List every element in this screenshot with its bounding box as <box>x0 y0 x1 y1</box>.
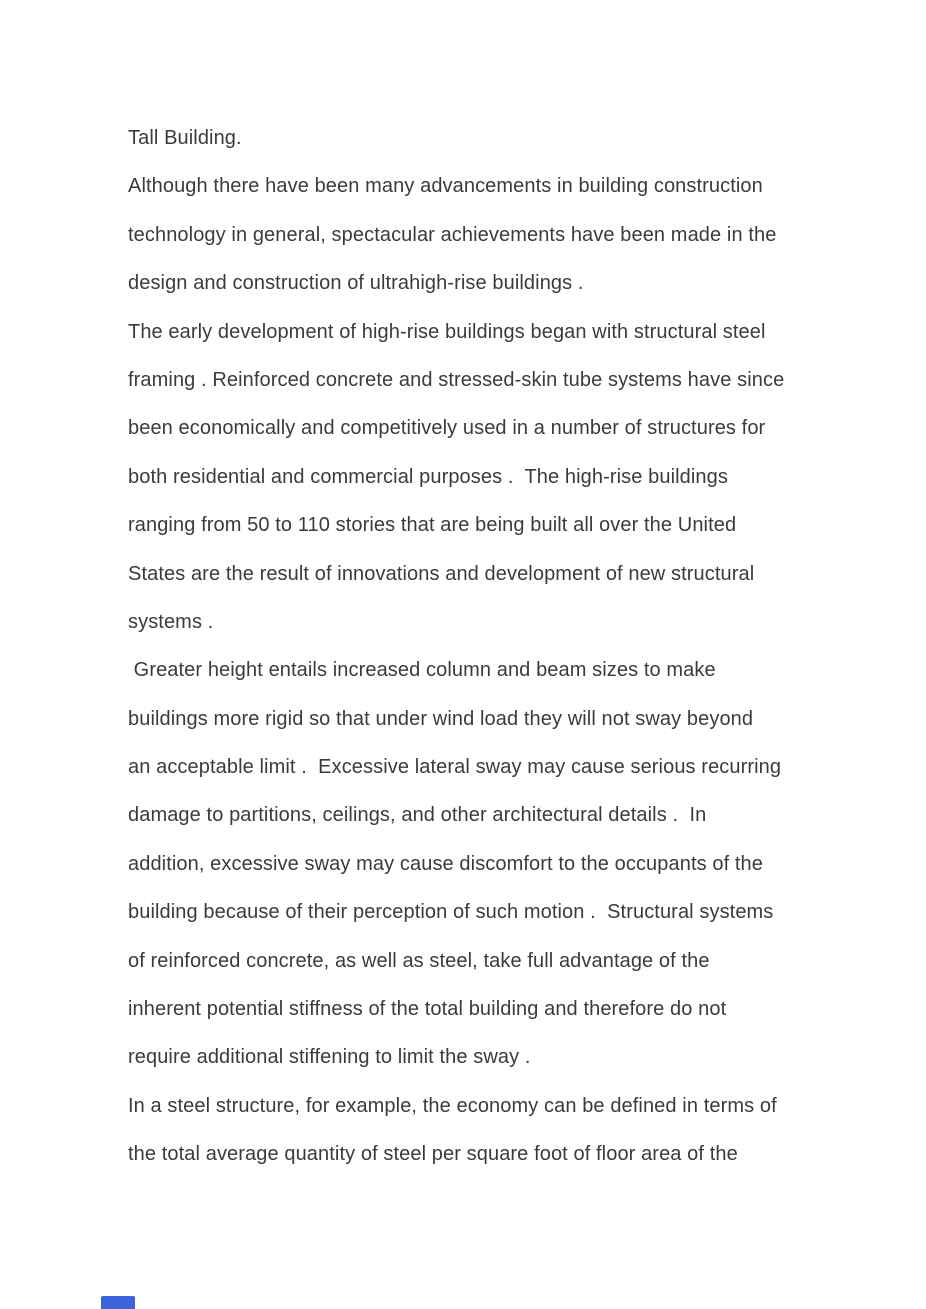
document-body <box>128 114 828 1179</box>
text-line: both residential and commercial purposes . The high-rise buildings <box>128 465 728 488</box>
text-line: systems . <box>128 610 214 633</box>
text-line: ranging from 50 to 110 stories that are being built all over the United <box>128 514 737 537</box>
partial-blue-element <box>101 1296 135 1309</box>
text-line: been economically and competitively used in a number of structures for <box>128 417 766 440</box>
text-line: framing . Reinforced concrete and stressed-skin tube systems have since <box>128 368 785 391</box>
text-line: In a steel structure, for example, the economy can be defined in terms of <box>128 1094 777 1117</box>
text-line: require additional stiffening to limit the sway . <box>128 1046 531 1069</box>
text-line: The early development of high-rise buildings began with structural steel <box>128 320 766 343</box>
text-line: building because of their perception of such motion . Structural systems <box>128 901 774 924</box>
text-line: States are the result of innovations and development of new structural <box>128 562 755 585</box>
text-line: design and construction of ultrahigh-rise buildings . <box>128 272 584 295</box>
text-line: Although there have been many advancements in building construction <box>128 175 763 198</box>
paragraph-early-development <box>128 308 828 647</box>
paragraph-steel-economy <box>128 1082 828 1179</box>
text-line: damage to partitions, ceilings, and other architectural details . In <box>128 804 707 827</box>
text-line: buildings more rigid so that under wind load they will not sway beyond <box>128 707 754 730</box>
text-line: inherent potential stiffness of the total building and therefore do not <box>128 998 727 1021</box>
paragraph-intro <box>128 162 828 307</box>
document-title: Tall Building. <box>128 127 242 149</box>
paragraph-greater-height <box>128 646 828 1082</box>
text-line: Greater height entails increased column and beam sizes to make <box>128 659 716 682</box>
text-line: an acceptable limit . Excessive lateral sway may cause serious recurring <box>128 756 782 779</box>
text-line: the total average quantity of steel per square foot of floor area of the <box>128 1143 738 1166</box>
text-line: technology in general, spectacular achievements have been made in the <box>128 223 777 246</box>
paragraph-title <box>128 114 828 162</box>
text-line: of reinforced concrete, as well as steel, take full advantage of the <box>128 949 710 972</box>
text-line: addition, excessive sway may cause discomfort to the occupants of the <box>128 852 763 875</box>
